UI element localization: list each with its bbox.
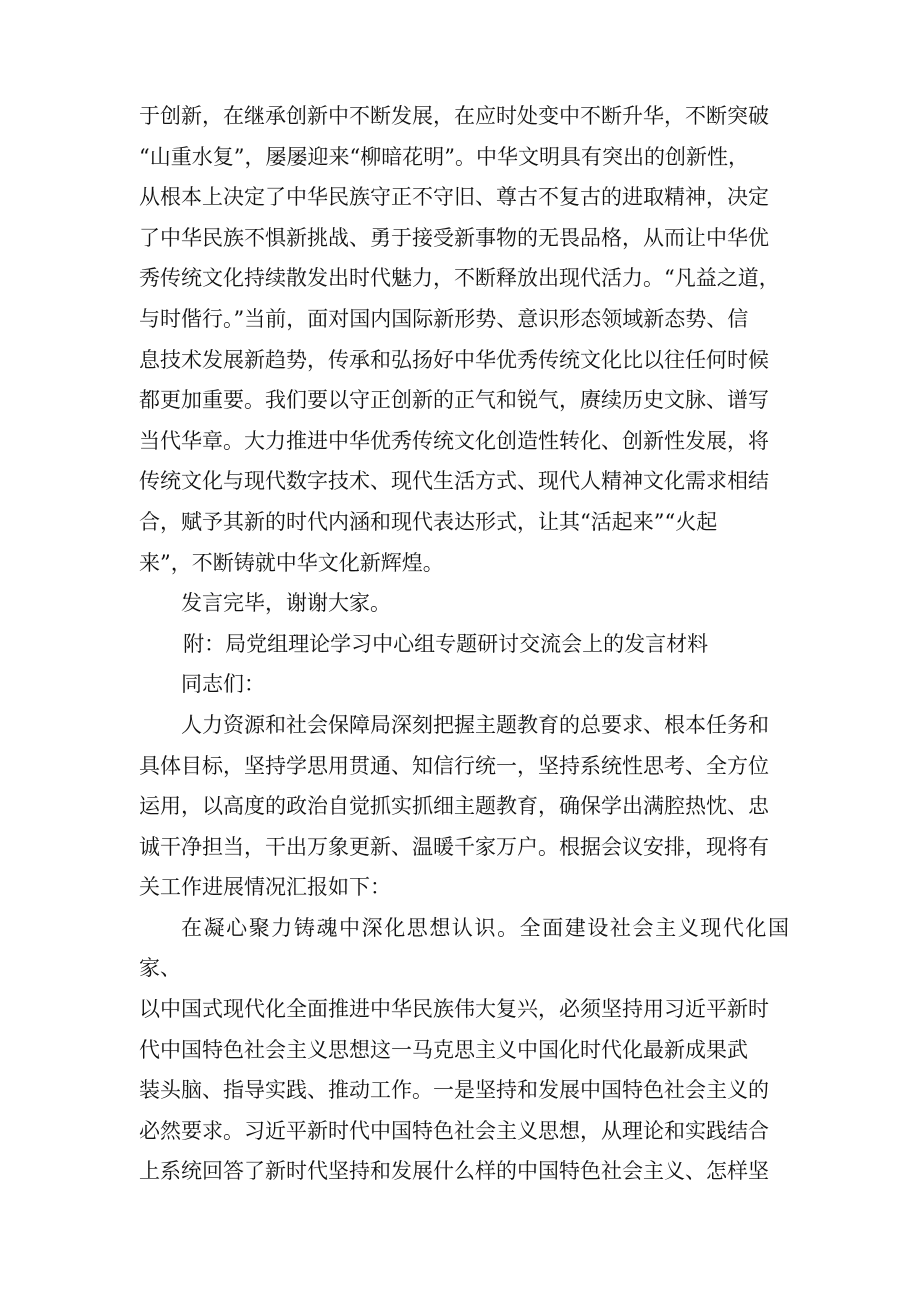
text-line: 与时偕行。”当前，面对国内国际新形势、意识形态领域新态势、信	[139, 306, 749, 331]
paragraph-overview	[139, 705, 789, 908]
text-line: 代中国特色社会主义思想这一马克思主义中国化时代化最新成果武	[139, 1037, 748, 1062]
text-line: 来”，不断铸就中华文化新辉煌。	[139, 550, 444, 575]
text-line: 于创新，在继承创新中不断发展，在应时处变中不断升华，不断突破	[139, 104, 769, 128]
paragraph-innovation	[139, 96, 789, 583]
text-line: 息技术发展新趋势，传承和弘扬好中华优秀传统文化比以往任何时候	[139, 347, 769, 372]
text-line: 装头脑、指导实践、推动工作。一是坚持和发展中国特色社会主义的	[139, 1078, 769, 1103]
text-line: 了中华民族不惧新挑战、勇于接受新事物的无畏品格，从而让中华优	[139, 225, 769, 250]
text-line: 同志们：	[181, 672, 265, 697]
text-line: 传统文化与现代数字技术、现代生活方式、现代人精神文化需求相结	[139, 469, 769, 494]
text-line: 发言完毕，谢谢大家。	[181, 591, 391, 616]
text-line: 在凝心聚力铸魂中深化思想认识。全面建设社会主义现代化国家、	[139, 915, 789, 981]
salutation	[139, 664, 789, 705]
text-line: 秀传统文化持续散发出时代魅力，不断释放出现代活力。“凡益之道，	[139, 266, 780, 291]
text-line: 诚干净担当，干出万象更新、温暖千家万户。根据会议安排，现将有	[139, 834, 769, 859]
text-line: 必然要求。习近平新时代中国特色社会主义思想，从理论和实践结合	[139, 1118, 769, 1143]
paragraph-ideology	[139, 908, 789, 1192]
text-line: “山重水复”，屡屡迎来“柳暗花明”。中华文明具有突出的创新性，	[139, 144, 749, 169]
text-line: 上系统回答了新时代坚持和发展什么样的中国特色社会主义、怎样坚	[139, 1159, 769, 1184]
text-line: 具体目标，坚持学思用贯通、知信行统一，坚持系统性思考、全方位	[139, 753, 769, 778]
text-line: 从根本上决定了中华民族守正不守旧、尊古不复古的进取精神，决定	[139, 185, 769, 210]
text-line: 关工作进展情况汇报如下：	[139, 875, 391, 900]
text-line: 以中国式现代化全面推进中华民族伟大复兴，必须坚持用习近平新时	[139, 997, 769, 1022]
text-line: 都更加重要。我们要以守正创新的正气和锐气，赓续历史文脉、谱写	[139, 388, 769, 413]
annex-title	[139, 624, 789, 665]
document-body	[139, 96, 789, 1192]
text-line: 人力资源和社会保障局深刻把握主题教育的总要求、根本任务和	[181, 712, 769, 737]
text-line: 当代华章。大力推进中华优秀传统文化创造性转化、创新性发展，将	[139, 428, 769, 453]
paragraph-closing	[139, 583, 789, 624]
text-line: 合，赋予其新的时代内涵和现代表达形式，让其“活起来”“火起	[139, 509, 718, 534]
text-line: 附：局党组理论学习中心组专题研讨交流会上的发言材料	[183, 631, 709, 656]
text-line: 运用，以高度的政治自觉抓实抓细主题教育，确保学出满腔热忱、忠	[139, 794, 769, 819]
